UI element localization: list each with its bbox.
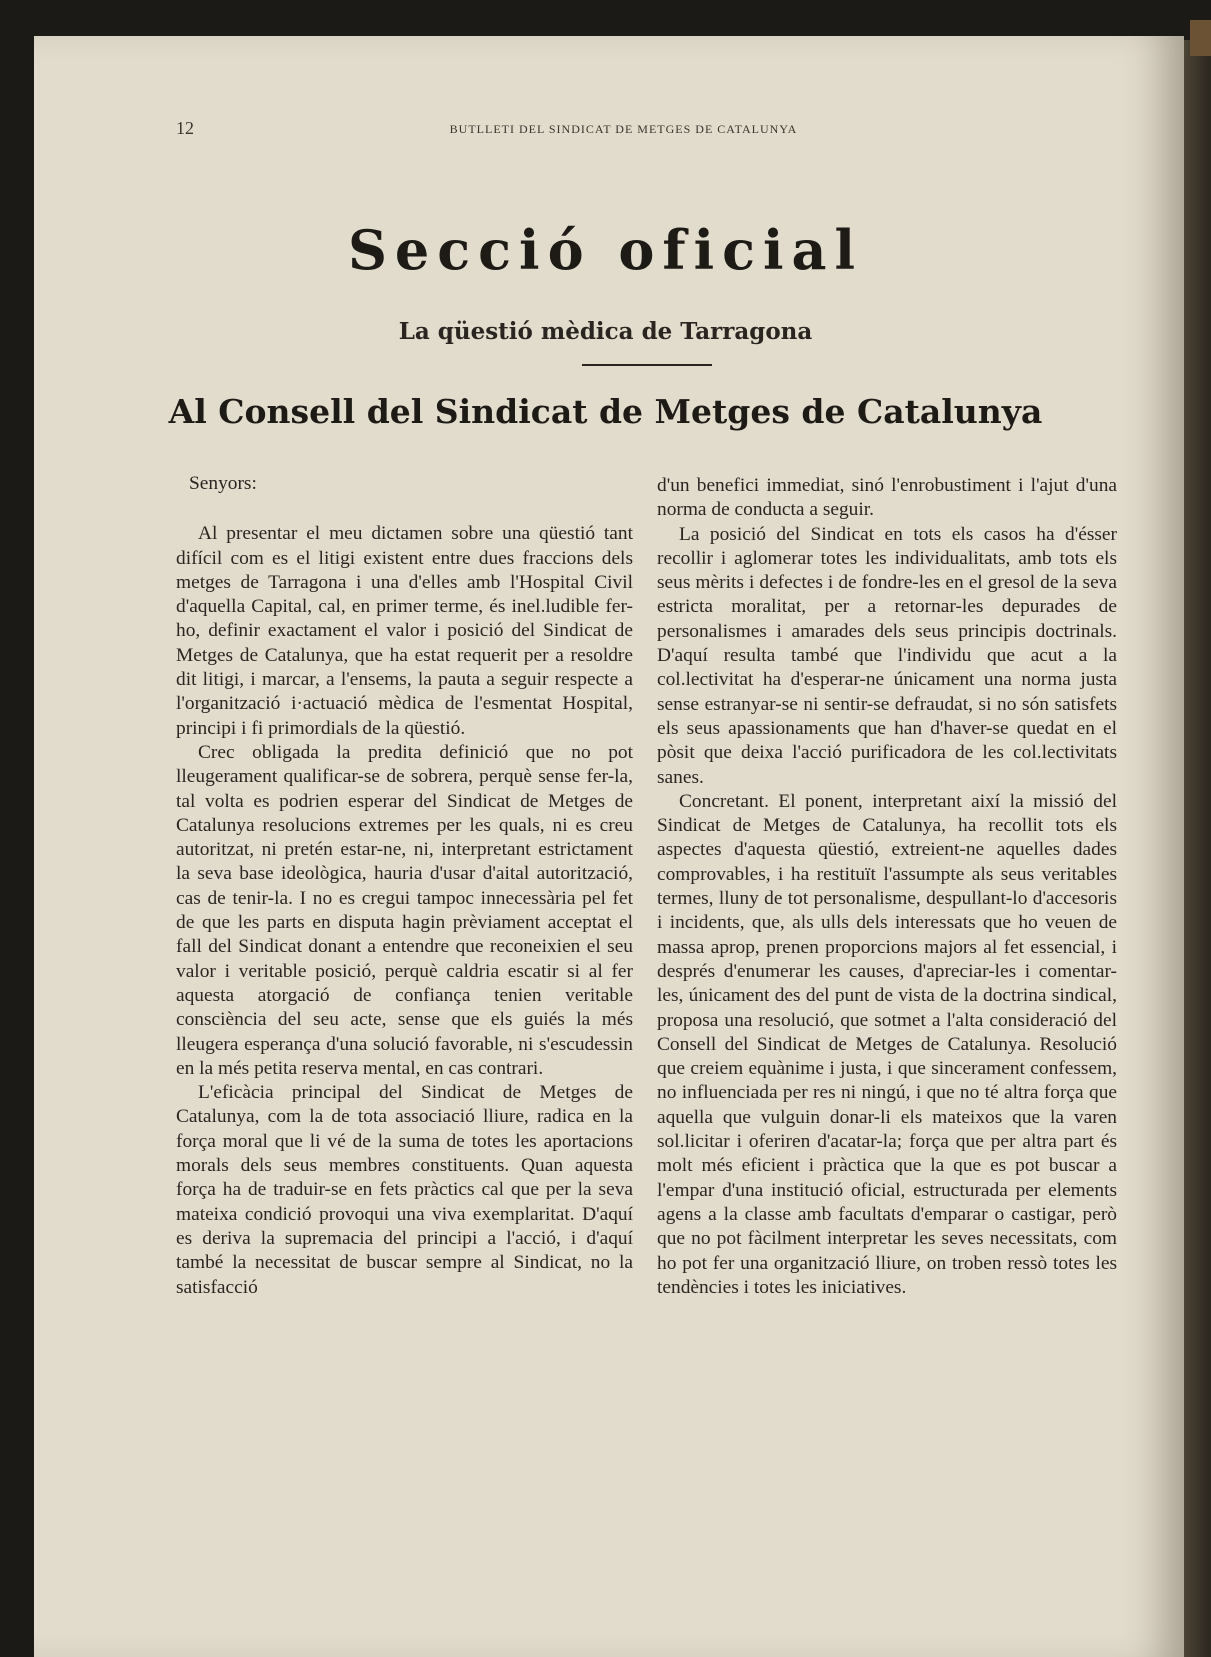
article-headline: Al Consell del Sindicat de Metges de Catalunya: [168, 392, 1043, 431]
paragraph: La posició del Sindicat en tots els casos ha d'ésser recollir i aglomerar totes les individualitats, amb tots els seus mèrits i defectes i de fondre-les en el gresol de la seva estricta moralitat, per a retornar-les depurades de personalismes i amarades dels seus principis doctrinals. D'aquí resulta també que l'individu que acut a la col.lectivitat ha d'esperar-ne únicament una norma justa sense estranyar-se ni sentir-se defraudat, si no són satisfets els seus apassionaments que han d'haver-se quedat en el pòsit que deixa l'acció purificadora de les col.lectivitats sanes.: [657, 523, 1117, 788]
left-column: [176, 472, 633, 1300]
paragraph: Concretant. El ponent, interpretant així la missió del Sindicat de Metges de Catalunya, ha recollit tots els aspectes d'aquesta qüestió, extreient-ne aquelles dades comprovables, i ha restituït l'assumpte als seus veritables termes, lluny de tot personalisme, despullant-lo d'accesoris i incidents, que, als ulls dels interessats que ho veuen de massa aprop, prenen proporcions majors al fet essencial, i després d'enumerar les causes, d'apreciar-les i comentar-les, únicament des del punt de vista de la doctrina sindical, proposa una resolució, que sotmet a l'alta consideració del Consell del Sindicat de Metges de Catalunya. Resolució que creiem equànime i justa, i que sincerament confessem, no influenciada per res ni ningú, i que no té altra força que aquella que vulguin donar-li els mateixos que la varen sol.licitar i oferiren d'acatar-la; força que per altra part és molt més eficient i pràctica que la que es pot buscar a l'empar d'una institució oficial, estructurada per elements agens a la classe amb facultats d'emparar o castigar, però que no pot fàcilment interpretar les seves necessitats, com ho pot fer una organització lliure, on troben ressò totes les tendències i totes les iniciatives.: [657, 790, 1117, 1298]
salutation: Senyors:: [189, 473, 257, 494]
page-number: 12: [176, 118, 194, 138]
right-column: [657, 474, 1117, 1300]
section-title: Secció oficial: [347, 218, 864, 282]
title-divider: [582, 364, 712, 366]
paragraph-continuation: d'un benefici immediat, sinó l'enrobustiment i l'ajut d'una norma de conducta a seguir.: [657, 475, 1117, 521]
running-header: [176, 118, 1071, 138]
subtitle: La qüestió mèdica de Tarragona: [398, 318, 813, 345]
corner-mark: [1190, 20, 1211, 56]
paragraph: Crec obligada la predita definició que no pot lleugerament qualificar-se de sobrera, perquè sense fer-la, tal volta es podrien esperar del Sindicat de Metges de Catalunya resolucions extremes per les quals, ni es creu autoritzat, ni pretén estar-ne, ni, interpretant estrictament la seva base ideològica, hauria d'usar d'aital autorització, cas de tenir-la. I no es cregui tampoc innecessària pel fet de que les parts en disputa hagin prèviament acceptat el fall del Sindicat donant a entendre que reconeixien el seu valor i veritable posició, perquè caldria escatir si al fer aquesta atorgació de confiança tenien veritable consciència del seu acte, sense que els guiés la més lleugera esperança d'una solució favorable, ni s'escudessin en la més petita reserva mental, en cas contrari.: [176, 741, 633, 1079]
paragraph: L'eficàcia principal del Sindicat de Metges de Catalunya, com la de tota associació lliure, radica en la força moral que li vé de la suma de totes les aportacions morals dels seus membres constituents. Quan aquesta força ha de traduir-se en fets pràctics cal que per la seva mateixa condició provoqui una viva exemplaritat. D'aquí es deriva la supremacia del principi a l'acció, i d'aquí també la necessitat de buscar sempre al Sindicat, no la satisfacció: [176, 1082, 633, 1298]
running-title: BUTLLETI DEL SINDICAT DE METGES DE CATALUNYA: [449, 122, 798, 136]
paragraph: Al presentar el meu dictamen sobre una qüestió tant difícil com es el litigi existent entre dues fraccions dels metges de Tarragona i una d'elles amb l'Hospital Civil d'aquella Capital, cal, en primer terme, és inel.ludible fer-ho, definir exactament el valor i posició del Sindicat de Metges de Catalunya, que ha estat requerit per a resoldre dit litigi, i marcar, a l'ensems, la pauta a seguir respecte a l'organització i·actuació mèdica de l'esmentat Hospital, principi i fi primordials de la qüestió.: [176, 523, 633, 739]
